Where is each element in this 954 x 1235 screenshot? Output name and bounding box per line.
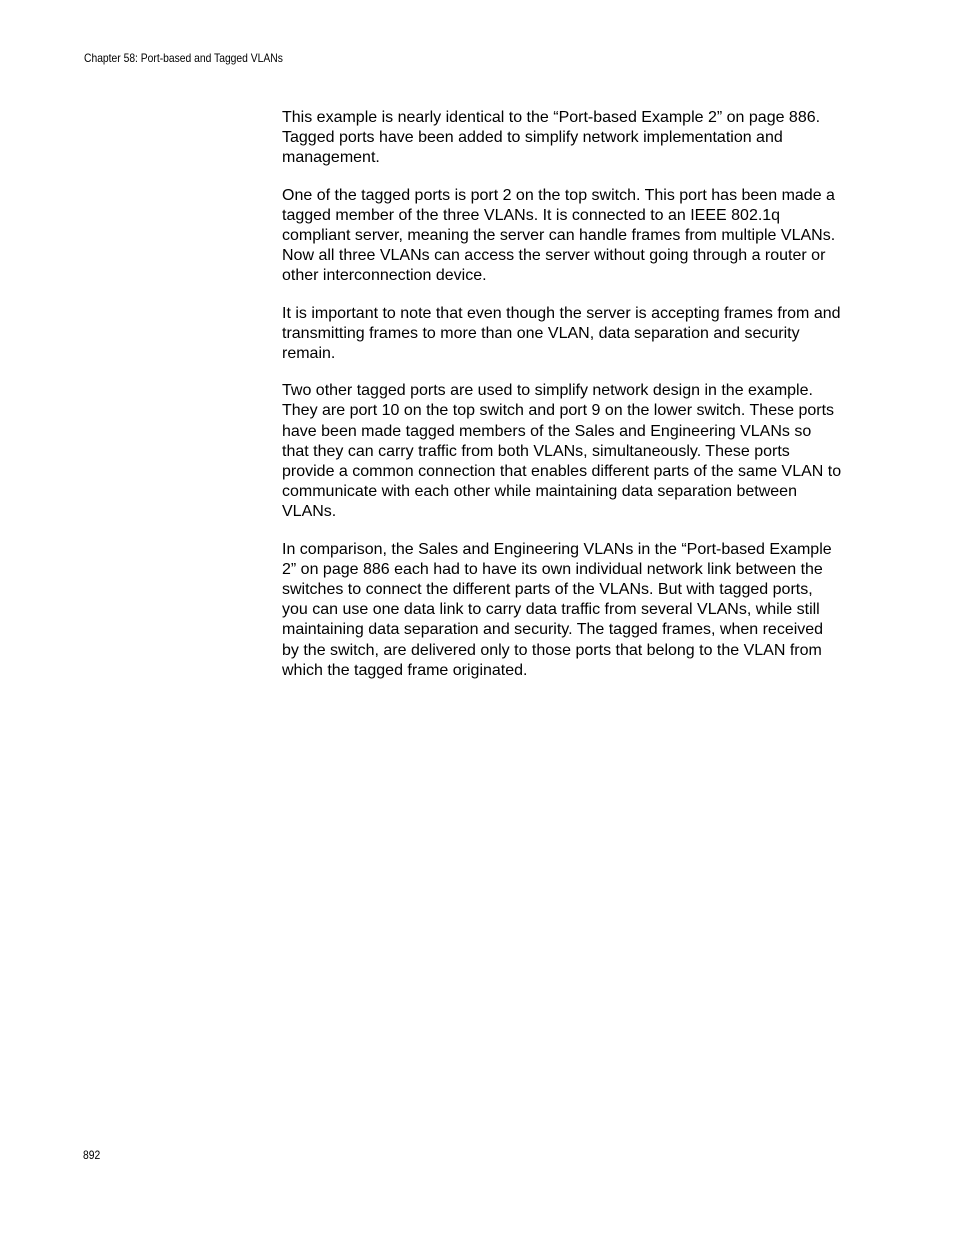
paragraph: In comparison, the Sales and Engineering VLANs in the “Port-based Example 2” on page 886 each had to have its own individual network link between the switches to connect the different parts of the VLANs. But with tagged ports, you can use one data link to carry data traffic from several VLANs, while still maintaining data separation and security. The tagged frames, when received by the switch, are delivered only to those ports that belong to the VLAN from which the tagged frame originated. (282, 540, 832, 679)
paragraph: It is important to note that even though the server is accepting frames from and transmitting frames to more than one VLAN, data separation and security remain. (282, 304, 841, 363)
running-header: Chapter 58: Port-based and Tagged VLANs (84, 51, 283, 65)
paragraph: One of the tagged ports is port 2 on the top switch. This port has been made a tagged member of the three VLANs. It is connected to an IEEE 802.1q compliant server, meaning the server can handle frames from multiple VLANs. Now all three VLANs can access the server without going through a router or other interconnection device. (282, 186, 836, 285)
body-text (282, 108, 842, 698)
paragraph: This example is nearly identical to the “Port-based Example 2” on page 886. Tagged ports have been added to simplify network implementation and management. (282, 109, 821, 167)
page-number: 892 (83, 1148, 101, 1162)
paragraph: Two other tagged ports are used to simplify network design in the example. They are port 10 on the top switch and port 9 on the lower switch. These ports have been made tagged members of the Sales and Engineering VLANs so that they can carry traffic from both VLANs, simultaneously. These ports provide a common connection that enables different parts of the same VLAN to communicate with each other while maintaining data separation between VLANs. (282, 382, 842, 521)
